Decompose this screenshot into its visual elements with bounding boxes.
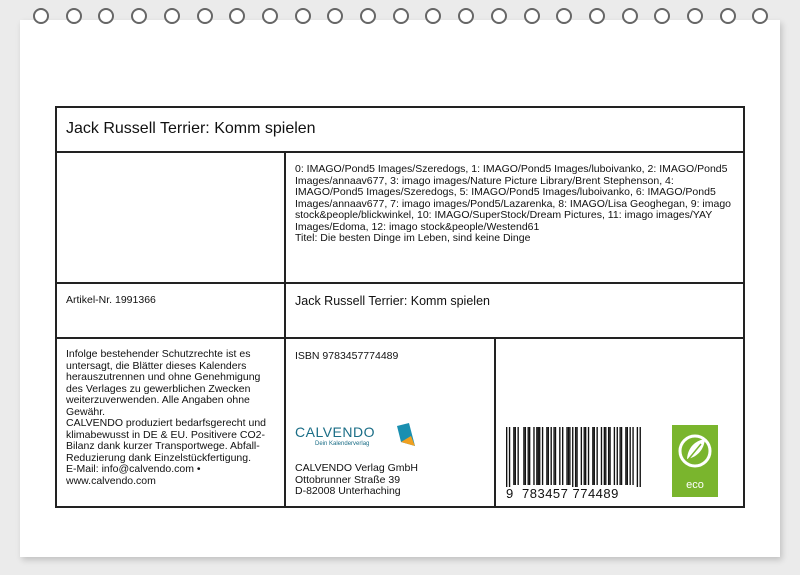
barcode-bar — [506, 427, 507, 487]
barcode-bar — [581, 427, 582, 485]
binding-hole — [66, 8, 82, 24]
barcode-bar — [588, 427, 589, 485]
barcode-bar — [572, 427, 573, 487]
barcode-bar — [569, 427, 570, 485]
publisher-address — [295, 463, 418, 498]
binding-hole — [720, 8, 736, 24]
photo-credits — [286, 153, 743, 284]
publisher-street: Ottobrunner Straße 39 — [295, 473, 401, 486]
barcode-bar — [592, 427, 593, 485]
binding-hole — [33, 8, 49, 24]
barcode-bar — [630, 427, 631, 485]
barcode-bar — [536, 427, 537, 485]
barcode-bar — [575, 427, 576, 487]
binding-hole — [687, 8, 703, 24]
barcode-bar — [553, 427, 554, 485]
credits-text: 0: IMAGO/Pond5 Images/Szeredogs, 1: IMAGO/Pond5 Images/luboivanko, 2: IMAGO/Pond5 Images/annaav677, 3: imago images/Nature Picture Library/Brent Stephenson, 4: IMAGO/Pond5 Images/Szeredogs, 5: IMAGO/Pond5 Images/luboivanko, 6: IMAGO/Pond5 Images/annaav677, 7: imago images/Pond5/Lazarenka, 8: IMAGO/Lisa Geoghegan, 9: imago stock&people/blickwinkel, 10: IMAGO/SuperStock/Dream Pictures, 11: imago images/YAY Images/Edoma, 12: imago stock&people/Westend61 — [295, 163, 732, 233]
barcode-bar — [513, 427, 514, 485]
publisher-city: D-82008 Unterhaching — [295, 485, 401, 497]
barcode-bar — [614, 427, 615, 485]
binding-hole — [98, 8, 114, 24]
barcode-bar — [605, 427, 606, 485]
barcode-bar — [548, 427, 549, 485]
barcode-bar — [555, 427, 556, 485]
binding-hole — [327, 8, 343, 24]
binding-hole — [197, 8, 213, 24]
barcode-bar — [568, 427, 569, 485]
binding-hole — [360, 8, 376, 24]
binding-hole — [589, 8, 605, 24]
legal-notice — [57, 339, 286, 506]
barcode-bar — [566, 427, 567, 485]
barcode-bar — [640, 427, 641, 487]
barcode-bar — [585, 427, 586, 485]
barcode-bar — [539, 427, 540, 485]
legal-email: E-Mail: info@calvendo.com • — [66, 463, 201, 475]
binding-hole — [752, 8, 768, 24]
eco-label: eco — [686, 479, 704, 491]
calendar-subtitle: Jack Russell Terrier: Komm spielen — [286, 284, 743, 339]
binding-hole — [556, 8, 572, 24]
legal-website: www.calvendo.com — [66, 474, 156, 487]
binding-hole — [229, 8, 245, 24]
barcode-bar — [529, 427, 530, 485]
binding-hole — [458, 8, 474, 24]
barcode-bar — [596, 427, 597, 485]
binding-hole — [295, 8, 311, 24]
barcode-bar — [559, 427, 560, 485]
calvendo-logo-icon — [395, 422, 417, 448]
barcode-bar — [528, 427, 529, 485]
logo-tagline: Dein Kalenderverlag — [315, 441, 370, 447]
barcode-icon — [506, 427, 641, 487]
binding-hole — [262, 8, 278, 24]
barcode-bar — [546, 427, 547, 485]
binding-hole — [131, 8, 147, 24]
eco-leaf-icon — [672, 427, 718, 477]
isbn: ISBN 9783457774489 — [295, 350, 399, 362]
barcode-bar — [515, 427, 516, 485]
publisher-name: CALVENDO Verlag GmbH — [295, 462, 418, 474]
publisher-cell — [286, 339, 496, 506]
binding-hole — [393, 8, 409, 24]
barcode-bar — [523, 427, 524, 485]
barcode-bar — [637, 427, 638, 487]
barcode-bar — [625, 427, 626, 485]
barcode-bar — [509, 427, 510, 487]
barcode-bar — [608, 427, 609, 485]
barcode-bar — [594, 427, 595, 485]
binding-hole — [654, 8, 670, 24]
barcode-bar — [542, 427, 543, 485]
binding-hole — [524, 8, 540, 24]
empty-cell — [57, 153, 286, 284]
barcode-bar — [584, 427, 585, 485]
binding-hole — [425, 8, 441, 24]
barcode-bar — [617, 427, 618, 485]
spiral-binding-holes — [0, 8, 800, 28]
credits-title: Titel: Die besten Dinge im Leben, sind keine Dinge — [295, 232, 531, 244]
barcode-bar — [533, 427, 534, 485]
barcode-bar — [627, 427, 628, 485]
barcode-bar — [576, 427, 577, 487]
binding-hole — [491, 8, 507, 24]
info-sheet — [55, 106, 745, 508]
barcode-bar — [619, 427, 620, 485]
barcode-bar — [609, 427, 610, 485]
legal-production: CALVENDO produziert bedarfsgerecht und klimabewusst in DE & EU. Positivere CO2-Bilanz dank kurzer Transportwege. Abfall-Reduzierung dank Einzelstückfertigung. — [66, 417, 266, 464]
binding-hole — [164, 8, 180, 24]
barcode-bar — [562, 427, 563, 485]
barcode-digits: 783457 774489 — [522, 486, 619, 501]
legal-copyright: Infolge bestehender Schutzrechte ist es untersagt, die Blätter dieses Kalenders herauszutrennen und ohne Genehmigung des Verlages zu gewerblichen Zwecken weiterzuverwenden. Alle Angaben ohne Gewähr. — [66, 348, 261, 418]
barcode — [506, 427, 641, 507]
barcode-bar — [517, 427, 518, 485]
barcode-bar — [621, 427, 622, 485]
calendar-title: Jack Russell Terrier: Komm spielen — [57, 108, 743, 153]
barcode-bar — [551, 427, 552, 485]
barcode-bar — [525, 427, 526, 485]
codes-cell — [496, 339, 743, 506]
logo-name: CALVENDO — [295, 424, 375, 440]
article-number: Artikel-Nr. 1991366 — [57, 284, 286, 339]
eco-badge — [672, 425, 718, 497]
calvendo-logo — [295, 422, 415, 450]
barcode-lead-digit: 9 — [506, 486, 514, 501]
barcode-bar — [601, 427, 602, 485]
binding-hole — [622, 8, 638, 24]
barcode-bar — [538, 427, 539, 485]
barcode-bar — [604, 427, 605, 485]
barcode-bar — [632, 427, 633, 485]
